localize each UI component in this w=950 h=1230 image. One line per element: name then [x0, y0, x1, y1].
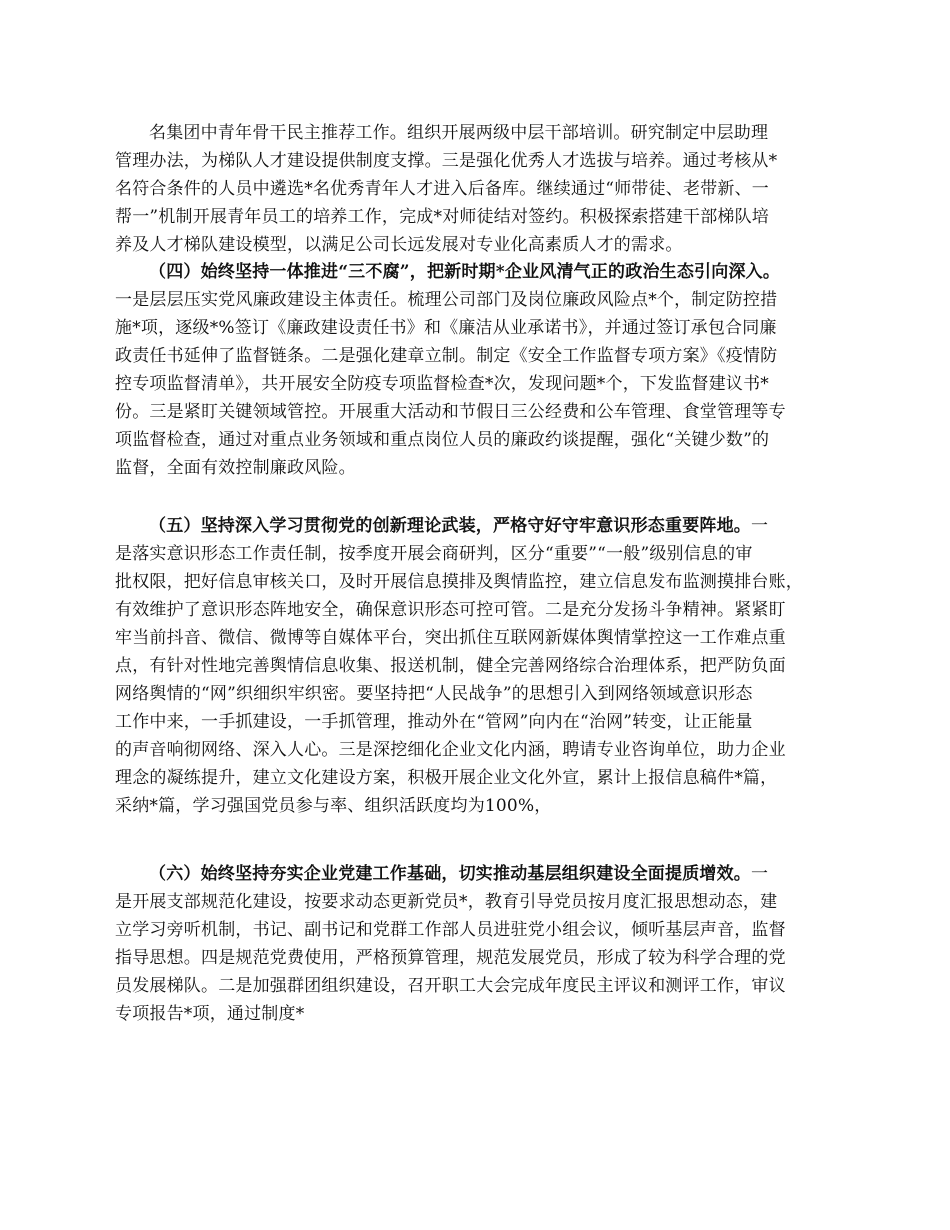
paragraph-line: 控专项监督清单》，共开展安全防疫专项监督检查*次，发现问题*个，下发监督建议书* — [115, 374, 769, 394]
section-6-heading-tail: 一 — [751, 864, 769, 884]
section-5-heading: （五）坚持深入学习贯彻党的创新理论武装，严格守好守牢意识形态重要阵地。 — [149, 516, 751, 536]
paragraph-line: 有效维护了意识形态阵地安全，确保意识形态可控可管。二是充分发扬斗争精神。紧紧盯 — [115, 600, 786, 620]
paragraph-line: 理念的凝练提升，建立文化建设方案，积极开展企业文化外宣，累计上报信息稿件*篇， — [115, 768, 778, 788]
paragraph-line: 工作中来，一手抓建设，一手抓管理，推动外在“管网”向内在“治网”转变，让正能量 — [115, 712, 753, 732]
paragraph-line: 网络舆情的“网”织细织牢织密。要坚持把“人民战争”的思想引入到网络领域意识形态 — [115, 684, 753, 704]
paragraph-line: 监督，全面有效控制廉政风险。 — [115, 458, 356, 478]
paragraph-line: 管理办法，为梯队人才建设提供制度支撑。三是强化优秀人才选拔与培养。通过考核从* — [115, 151, 778, 171]
paragraph-line: 立学习旁听机制，书记、副书记和党群工作部人员进驻党小组会议，倾听基层声音，监督 — [115, 920, 786, 940]
paragraph-line: 份。三是紧盯关键领域管控。开展重大活动和节假日三公经费和公车管理、食堂管理等专 — [115, 402, 786, 422]
paragraph-line: 名符合条件的人员中遴选*名优秀青年人才进入后备库。继续通过“师带徒、老带新、一 — [115, 179, 769, 199]
paragraph-line: 名集团中青年骨干民主推荐工作。组织开展两级中层干部培训。研究制定中层助理 — [149, 123, 769, 143]
section-6-heading: （六）始终坚持夯实企业党建工作基础，切实推动基层组织建设全面提质增效。 — [149, 864, 751, 884]
section-4-heading: （四）始终坚持一体推进“三不腐”，把新时期*企业风清气正的政治生态引向深入。 — [149, 262, 781, 282]
paragraph-line: 一是层层压实党风廉政建设主体责任。梳理公司部门及岗位廉政风险点*个，制定防控措 — [115, 290, 778, 310]
paragraph-line: 点，有针对性地完善舆情信息收集、报送机制，健全完善网络综合治理体系，把严防负面 — [115, 656, 786, 676]
paragraph-line: 指导思想。四是规范党费使用，严格预算管理，规范发展党员，形成了较为科学合理的党 — [115, 948, 786, 968]
section-5-heading-tail: 一 — [751, 516, 769, 536]
paragraph-line: 批权限，把好信息审核关口，及时开展信息摸排及舆情监控，建立信息发布监测摸排台账， — [115, 572, 803, 592]
paragraph-line: 养及人才梯队建设模型，以满足公司长远发展对专业化高素质人才的需求。 — [115, 235, 683, 255]
paragraph-line: 牢当前抖音、微信、微博等自媒体平台，突出抓住互联网新媒体舆情掌控这一工作难点重 — [115, 628, 786, 648]
section-5-heading-line — [149, 512, 850, 540]
paragraph-line: 帮一”机制开展青年员工的培养工作，完成*对师徒结对签约。积极探索搭建干部梯队培 — [115, 207, 769, 227]
paragraph-line: 施*项，逐级*%签订《廉政建设责任书》和《廉洁从业承诺书》，并通过签订承包合同廉 — [115, 318, 777, 338]
paragraph-line: 是开展支部规范化建设，按要求动态更新党员*，教育引导党员按月度汇报思想动态，建 — [115, 892, 778, 912]
paragraph-line: 是落实意识形态工作责任制，按季度开展会商研判，区分“重要”“一般”级别信息的审 — [115, 544, 753, 564]
paragraph-line: 项监督检查，通过对重点业务领域和重点岗位人员的廉政约谈提醒，强化“关键少数”的 — [115, 430, 770, 450]
paragraph-line: 的声音响彻网络、深入人心。三是深挖细化企业文化内涵，聘请专业咨询单位，助力企业 — [115, 740, 786, 760]
paragraph-line: 政责任书延伸了监督链条。二是强化建章立制。制定《安全工作监督专项方案》《疫情防 — [115, 346, 778, 366]
paragraph-line: 专项报告*项，通过制度* — [115, 1004, 305, 1024]
section-6-heading-line — [149, 860, 850, 888]
paragraph-line: 采纳*篇，学习强国党员参与率、组织活跃度均为100%， — [115, 796, 552, 816]
paragraph-line: 员发展梯队。二是加强群团组织建设，召开职工大会完成年度民主评议和测评工作，审议 — [115, 976, 786, 996]
